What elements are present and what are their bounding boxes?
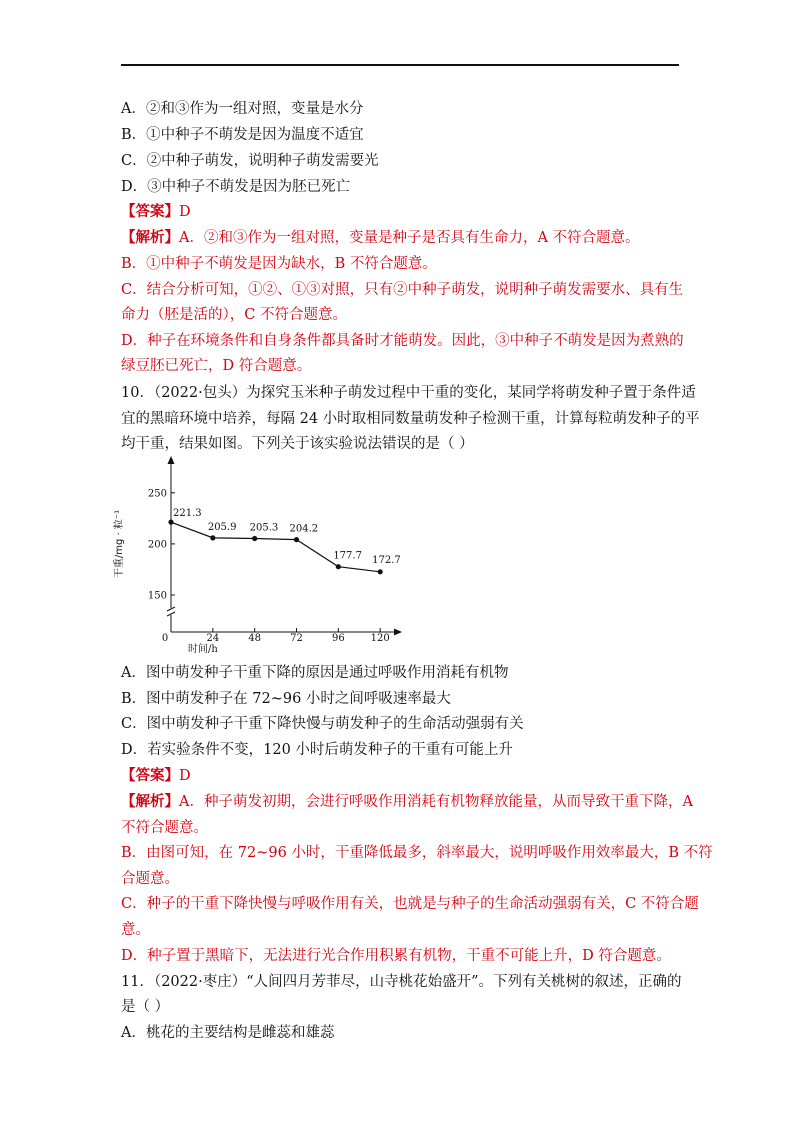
analysis-text: A．②和③作为一组对照，变量是种子是否具有生命力，A 不符合题意。 [179, 230, 640, 246]
answer-tag: 【答案】 [121, 767, 179, 784]
data-point [252, 536, 257, 541]
chart-series [168, 508, 400, 574]
x-tick-label: 72 [290, 633, 303, 644]
q9-option-a: A．②和③作为一组对照，变量是水分 [121, 101, 364, 117]
q10-analysis-line: C．种子的干重下降快慢与呼吸作用有关，也就是与种子的生命活动强弱有关，C 不符合题 [121, 896, 699, 912]
x-tick-label: 120 [370, 633, 390, 644]
x-axis-arrow [394, 629, 402, 636]
q10-analysis-line: 合题意。 [121, 871, 179, 887]
data-label: 205.9 [207, 521, 237, 533]
dry-weight-line-chart [114, 452, 410, 656]
q10-option-a: A．图中萌发种子干重下降的原因是通过呼吸作用消耗有机物 [121, 665, 509, 681]
q10-option-d: D．若实验条件不变，120 小时后萌发种子的干重有可能上升 [121, 742, 513, 758]
x-axis-label: 时间/h [188, 644, 218, 655]
q10-option-c: C．图中萌发种子干重下降快慢与萌发种子的生命活动强弱有关 [121, 716, 524, 732]
data-label: 177.7 [333, 550, 362, 562]
q9-analysis-line: B．①中种子不萌发是因为缺水，B 不符合题意。 [121, 256, 437, 272]
q11-stem-line: 11．（2022·枣庄）“人间四月芳菲尽，山寺桃花始盛开”。下列有关桃树的叙述，正确的 [121, 974, 682, 990]
header-rule [121, 64, 679, 66]
q9-answer [121, 202, 191, 222]
q9-analysis-line: D．种子在环境条件和自身条件都具备时才能萌发。因此，③中种子不萌发是因为煮熟的 [121, 333, 684, 349]
q9-analysis-line: 绿豆胚已死亡，D 符合题意。 [121, 358, 312, 374]
data-label: 204.2 [289, 523, 319, 535]
q10-analysis-line: D．种子置于黑暗下，无法进行光合作用积累有机物，干重不可能上升，D 符合题意。 [121, 948, 671, 964]
q10-stem-line: 宜的黑暗环境中培养，每隔 24 小时取相同数量萌发种子检测干重，计算每粒萌发种子的平 [121, 411, 700, 427]
q10-stem-line: 均干重，结果如图。下列关于该实验说法错误的是（ ） [121, 436, 474, 452]
y-axis-label: 干重/mg · 粒⁻¹ [114, 509, 125, 579]
q9-option-c: C．②中种子萌发，说明种子萌发需要光 [121, 153, 379, 169]
q11-stem-line: 是（ ） [121, 999, 170, 1015]
q9-analysis-line [121, 228, 640, 248]
chart-axes [167, 456, 402, 636]
q9-analysis-line: C．结合分析可知，①②、①③对照，只有②中种子萌发，说明种子萌发需要水、具有生 [121, 282, 684, 298]
q9-analysis-line: 命力（胚是活的），C 不符合题意。 [121, 307, 347, 323]
y-tick-label: 250 [147, 488, 167, 500]
analysis-tag: 【解析】 [121, 793, 179, 810]
data-point [336, 564, 341, 569]
answer-value: D [179, 204, 191, 220]
data-point [378, 569, 383, 574]
x-tick-label: 24 [206, 633, 220, 644]
q9-option-d: D．③中种子不萌发是因为胚已死亡 [121, 179, 351, 195]
data-label: 205.3 [249, 522, 279, 534]
q10-analysis-line: 意。 [121, 922, 150, 938]
data-label: 221.3 [173, 508, 202, 520]
q10-analysis-line: 不符合题意。 [121, 820, 208, 836]
x-tick-label: 48 [248, 633, 262, 644]
q10-answer [121, 766, 191, 786]
x-tick-label: 96 [331, 633, 345, 644]
x-tick-label: 0 [161, 633, 169, 644]
analysis-tag: 【解析】 [121, 229, 179, 246]
q10-option-b: B．图中萌发种子在 72~96 小时之间呼吸速率最大 [121, 691, 451, 707]
answer-tag: 【答案】 [121, 203, 179, 220]
data-point [168, 520, 173, 525]
data-label: 172.7 [372, 554, 401, 566]
data-point [210, 535, 215, 540]
y-tick-label: 150 [147, 590, 167, 602]
q10-analysis-line: B．由图可知，在 72~96 小时，干重降低最多，斜率最大，说明呼吸作用效率最大，B 不符 [121, 845, 713, 861]
data-point [294, 537, 299, 542]
q10-stem-line: 10．（2022·包头）为探究玉米种子萌发过程中干重的变化，某同学将萌发种子置于条件适 [121, 385, 696, 401]
q9-option-b: B．①中种子不萌发是因为温度不适宜 [121, 127, 364, 143]
q11-option-a: A．桃花的主要结构是雌蕊和雄蕊 [121, 1025, 335, 1041]
y-tick-label: 200 [147, 539, 167, 551]
analysis-text: A．种子萌发初期，会进行呼吸作用消耗有机物释放能量，从而导致干重下降，A [179, 794, 693, 810]
y-axis-arrow [168, 456, 175, 464]
q10-analysis-line [121, 792, 693, 812]
answer-value: D [179, 768, 191, 784]
